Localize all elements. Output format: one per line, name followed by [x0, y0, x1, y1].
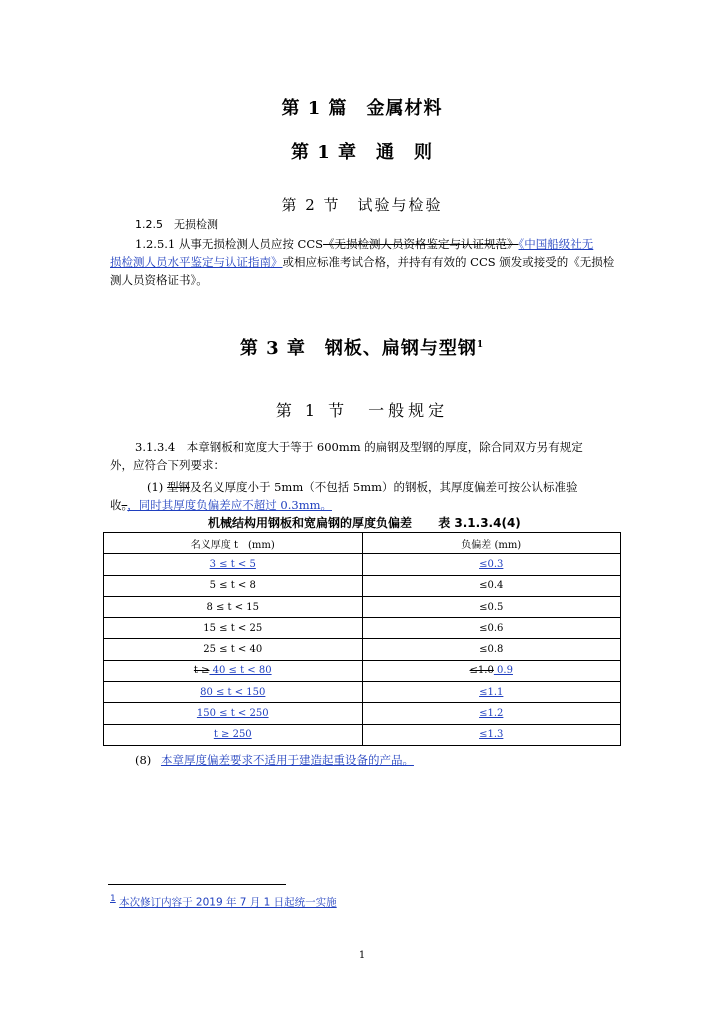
- thickness-value: 8 ≤ t < 15: [206, 601, 260, 613]
- thickness-cell: [104, 554, 363, 575]
- deviation-value: ≤1.3: [479, 729, 504, 741]
- deviation-value: ≤0.8: [479, 644, 504, 656]
- thickness-cell: [104, 660, 363, 681]
- table-number: 表 3.1.3.4(4): [438, 516, 521, 530]
- paragraph-3-1-3-4: [110, 438, 622, 514]
- chapter1-title: 第 1 章 通 则: [290, 142, 434, 163]
- thickness-cell: [104, 575, 363, 596]
- deviation-value: ≤0.5: [479, 601, 504, 613]
- thickness-cell: [104, 724, 363, 745]
- para-text: 测人员资格证书》。: [110, 273, 208, 287]
- para-number: 1.2.5.1: [135, 237, 176, 251]
- deleted-text: ≤1.0: [469, 665, 494, 677]
- thickness-cell: [104, 618, 363, 639]
- inserted-text: 0.9: [493, 665, 513, 677]
- section2-title: 第 2 节 试验与检验: [281, 196, 443, 214]
- deviation-cell: [362, 660, 621, 681]
- item-8: [135, 751, 414, 769]
- thickness-cell: [104, 639, 363, 660]
- part-title: 第 1 篇 金属材料: [281, 98, 443, 119]
- inserted-text: 40 ≤ t < 80: [209, 665, 272, 677]
- inserted-text: 《中国船级社无: [518, 237, 594, 251]
- deviation-cell: [362, 703, 621, 724]
- table-caption: [208, 514, 521, 531]
- footnote-mark: 1: [110, 894, 116, 904]
- thickness-value: 150 ≤ t < 250: [196, 708, 269, 720]
- table-row: [104, 682, 621, 703]
- inserted-text: ，同时其厚度负偏差应不超过 0.3mm。: [127, 498, 333, 512]
- deviation-cell: [362, 554, 621, 575]
- deleted-text: 型钢: [166, 480, 190, 494]
- table-row: [104, 575, 621, 596]
- thickness-value: t ≥ 250: [213, 729, 252, 741]
- thickness-cell: [104, 596, 363, 617]
- table-row: [104, 703, 621, 724]
- deviation-cell: [362, 639, 621, 660]
- header-thickness: 名义厚度 t (mm): [104, 533, 363, 554]
- deviation-cell: [362, 724, 621, 745]
- inserted-text: 损检测人员水平鉴定与认证指南》: [110, 255, 283, 269]
- thickness-value: 15 ≤ t < 25: [203, 622, 263, 634]
- item-text: 及名义厚度小于 5mm（不包括 5mm）的钢板，其厚度偏差可按公认标准验: [189, 480, 578, 494]
- deviation-value: ≤1.1: [479, 686, 504, 698]
- chapter3-title: [0, 334, 724, 360]
- item-number: (8): [135, 753, 152, 767]
- para-line: 外，应符合下列要求：: [110, 458, 225, 472]
- deviation-cell: [362, 596, 621, 617]
- paragraph-1-2-5-1: [110, 235, 622, 289]
- thickness-tolerance-table: [103, 532, 621, 746]
- deviation-value: ≤0.6: [479, 622, 504, 634]
- header-deviation: 负偏差 (mm): [362, 533, 621, 554]
- deviation-value: ≤1.2: [479, 708, 504, 720]
- thickness-cell: [104, 682, 363, 703]
- footnote-separator: [108, 884, 286, 885]
- para-text: 从事无损检测人员应按 CCS: [178, 237, 324, 251]
- deviation-value: ≤0.3: [479, 558, 504, 570]
- deviation-cell: [362, 682, 621, 703]
- chapter3-title-text: 第 3 章 钢板、扁钢与型钢: [239, 338, 477, 359]
- thickness-value: 25 ≤ t < 40: [203, 644, 263, 656]
- table-row: [104, 724, 621, 745]
- page-number: 1: [358, 950, 366, 961]
- inserted-text: 本章厚度偏差要求不适用于建造起重设备的产品。: [160, 753, 414, 767]
- table-row: [104, 660, 621, 681]
- table-caption-text: 机械结构用钢板和宽扁钢的厚度负偏差: [208, 516, 413, 530]
- thickness-value: 3 ≤ t < 5: [209, 558, 256, 570]
- thickness-cell: [104, 703, 363, 724]
- deviation-cell: [362, 618, 621, 639]
- deleted-text: 。: [121, 498, 128, 512]
- table-row: [104, 554, 621, 575]
- deleted-text: 《无损检测人员资格鉴定与认证规范》: [323, 237, 519, 251]
- deleted-text: t ≥: [193, 665, 210, 677]
- section1-title: 第 1 节 一般规定: [275, 401, 449, 420]
- table-row: [104, 639, 621, 660]
- table-header-row: [104, 533, 621, 554]
- deviation-cell: [362, 575, 621, 596]
- footnote-text: 本次修订内容于 2019 年 7 月 1 日起统一实施: [119, 896, 337, 909]
- item-text: 收: [110, 498, 122, 512]
- item-number: (1): [147, 480, 164, 494]
- footnote-ref[interactable]: 1: [476, 340, 485, 350]
- thickness-value: 80 ≤ t < 150: [200, 686, 266, 698]
- table-row: [104, 596, 621, 617]
- para-line: 3.1.3.4 本章钢板和宽度大于等于 600mm 的扁钢及型钢的厚度，除合同双方另有规定: [135, 440, 583, 454]
- sub-heading: 1.2.5 无损检测: [135, 218, 218, 231]
- table-row: [104, 618, 621, 639]
- deviation-value: ≤0.4: [479, 580, 504, 592]
- thickness-value: 5 ≤ t < 8: [209, 580, 256, 592]
- para-text: 或相应标准考试合格，并持有有效的 CCS 颁发或接受的《无损检: [282, 255, 615, 269]
- footnote: [110, 894, 337, 910]
